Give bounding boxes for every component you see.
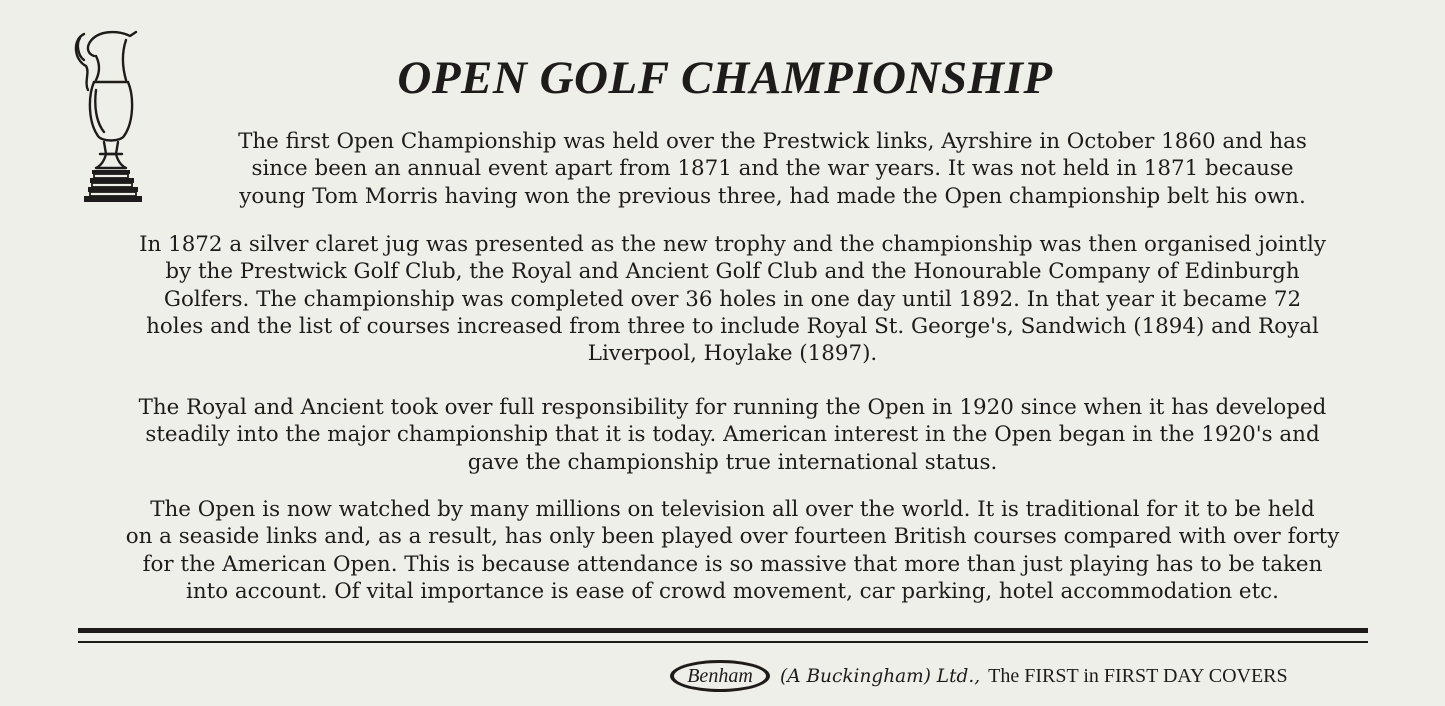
paragraph-line: for the American Open. This is because attendance is so massive that more than just playing has to be taken [142,551,1323,577]
benham-logo [668,658,772,694]
paragraph-line: The Open is now watched by many millions on television all over the world. It is traditional for it to be held [150,497,1315,522]
paragraph-line: young Tom Morris having won the previous three, had made the Open championship belt his own. [239,183,1306,209]
claret-jug-icon [70,26,148,204]
company-name: (A Buckingham) Ltd., [780,665,981,687]
paragraph-line: into account. Of vital importance is ease of crowd movement, car parking, hotel accommodation etc. [186,578,1279,604]
paragraph-line: The Royal and Ancient took over full responsibility for running the Open in 1920 since when it has developed [138,395,1327,420]
paragraph-line: on a seaside links and, as a result, has only been played over fourteen British courses compared with over forty [125,524,1340,550]
paragraph-line: since been an annual event apart from 1871 and the war years. It was not held in 1871 because [251,156,1294,182]
paragraph-line: In 1872 a silver claret jug was presented as the new trophy and the championship was then organised jointly [139,232,1326,257]
paragraph-history [160,128,1385,210]
paragraph-royal-ancient [80,394,1385,476]
paragraph-line: Golfers. The championship was completed over 36 holes in one day until 1892. In that year it became 72 [163,286,1302,312]
page-title: OPEN GOLF CHAMPIONSHIP [397,52,1053,104]
tagline: The FIRST in FIRST DAY COVERS [988,664,1288,687]
benham-logo-text: Benham [687,665,753,687]
paragraph-claret-jug [80,231,1385,367]
paragraph-line: gave the championship true international status. [467,449,998,475]
paragraph-television [80,496,1385,605]
paragraph-line: The first Open Championship was held over the Prestwick links, Ayrshire in October 1860 and has [238,129,1307,154]
paragraph-line: steadily into the major championship that it is today. American interest in the Open began in the 1920's and [145,422,1320,448]
divider-thick [78,628,1368,633]
publisher-footer [668,658,1288,694]
paragraph-line: Liverpool, Hoylake (1897). [587,341,878,367]
paragraph-line: by the Prestwick Golf Club, the Royal and Ancient Golf Club and the Honourable Company of Edinburgh [165,259,1300,285]
divider-thin [78,641,1368,643]
paragraph-line: holes and the list of courses increased from three to include Royal St. George's, Sandwich (1894) and Royal [146,313,1319,339]
